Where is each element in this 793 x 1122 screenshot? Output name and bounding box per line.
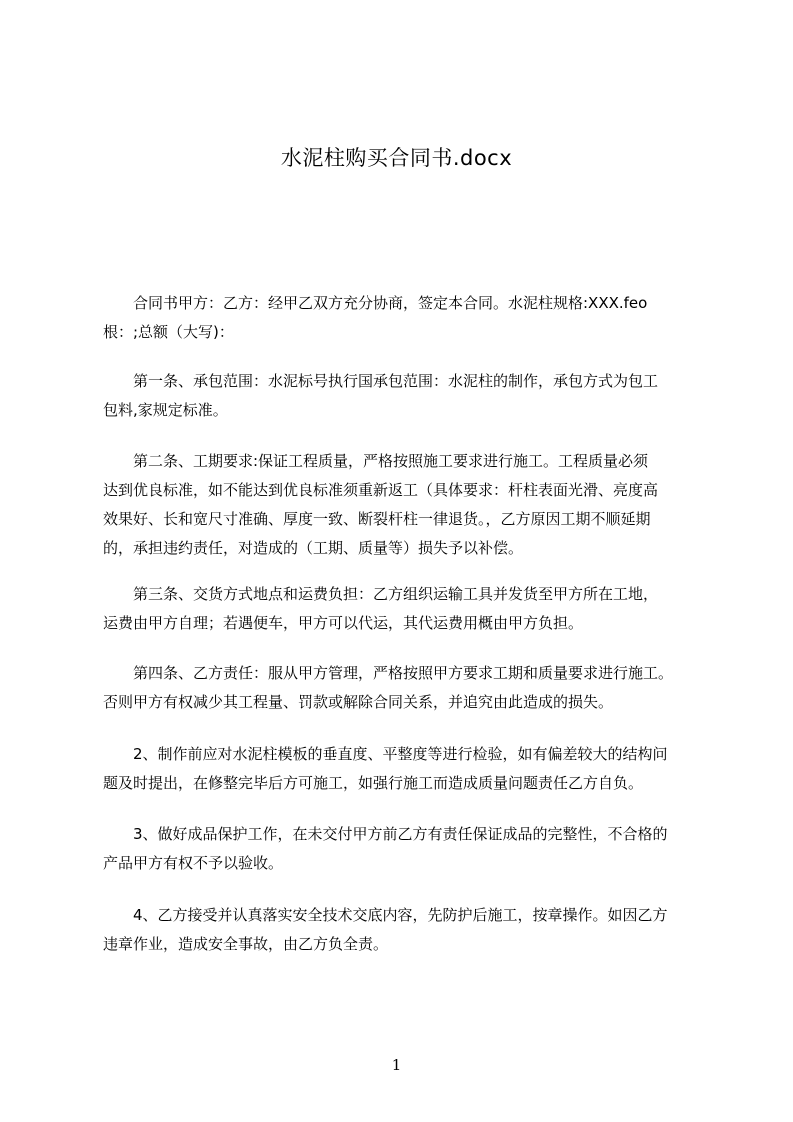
document-title: 水泥柱购买合同书.docx <box>280 146 513 170</box>
paragraph-item-2 <box>103 740 703 798</box>
paragraph-line: 合同书甲方：乙方：经甲乙双方充分协商，签定本合同。水泥柱规格:XXX.feo <box>133 294 648 312</box>
paragraph-line: 4、乙方接受并认真落实安全技术交底内容，先防护后施工，按章操作。如因乙方 <box>133 906 668 924</box>
paragraph-line: 否则甲方有权减少其工程量、罚款或解除合同关系，并追究由此造成的损失。 <box>103 693 614 711</box>
paragraph-line: 2、制作前应对水泥柱模板的垂直度、平整度等进行检验，如有偏差较大的结构问 <box>133 745 668 763</box>
paragraph-line: 产品甲方有权不予以验收。 <box>103 854 284 872</box>
paragraph-line: 3、做好成品保护工作，在未交付甲方前乙方有责任保证成品的完整性，不合格的 <box>133 825 668 843</box>
paragraph-article-4 <box>103 659 703 717</box>
paragraph-line: 根：;总额（大写)： <box>103 323 234 341</box>
paragraph-line: 第一条、承包范围：水泥标号执行国承包范围：水泥柱的制作，承包方式为包工 <box>133 372 659 390</box>
paragraph-line: 的，承担违约责任，对造成的（工期、质量等）损失予以补偿。 <box>103 539 524 557</box>
paragraph-line: 第二条、工期要求:保证工程质量，严格按照施工要求进行施工。工程质量必须 <box>133 452 649 470</box>
paragraph-line: 违章作业，造成安全事故，由乙方负全责。 <box>103 935 389 953</box>
paragraph-line: 效果好、长和宽尺寸准确、厚度一致、断裂杆柱一律退货。，乙方原因工期不顺延期 <box>103 510 651 528</box>
paragraph-line: 第三条、交货方式地点和运费负担：乙方组织运输工具并发货至甲方所在工地， <box>133 585 659 603</box>
paragraph-article-3 <box>103 580 703 638</box>
paragraph-line: 运费由甲方自理；若遇便车，甲方可以代运，其代运费用概由甲方负担。 <box>103 614 584 632</box>
paragraph-line: 题及时提出，在修整完毕后方可施工，如强行施工而造成质量问题责任乙方自负。 <box>103 774 644 792</box>
paragraph-article-1 <box>103 367 703 425</box>
paragraph-item-3 <box>103 820 703 878</box>
paragraph-article-2 <box>103 447 703 563</box>
page-number: 1 <box>391 1056 402 1074</box>
paragraph-line: 达到优良标准，如不能达到优良标准须重新返工（具体要求：杆柱表面光滑、亮度高 <box>103 481 659 499</box>
paragraph-parties <box>103 289 703 347</box>
paragraph-item-4 <box>103 901 703 959</box>
paragraph-line: 第四条、乙方责任：服从甲方管理，严格按照甲方要求工期和质量要求进行施工。 <box>133 664 674 682</box>
paragraph-line: 包料,家规定标准。 <box>103 401 228 419</box>
